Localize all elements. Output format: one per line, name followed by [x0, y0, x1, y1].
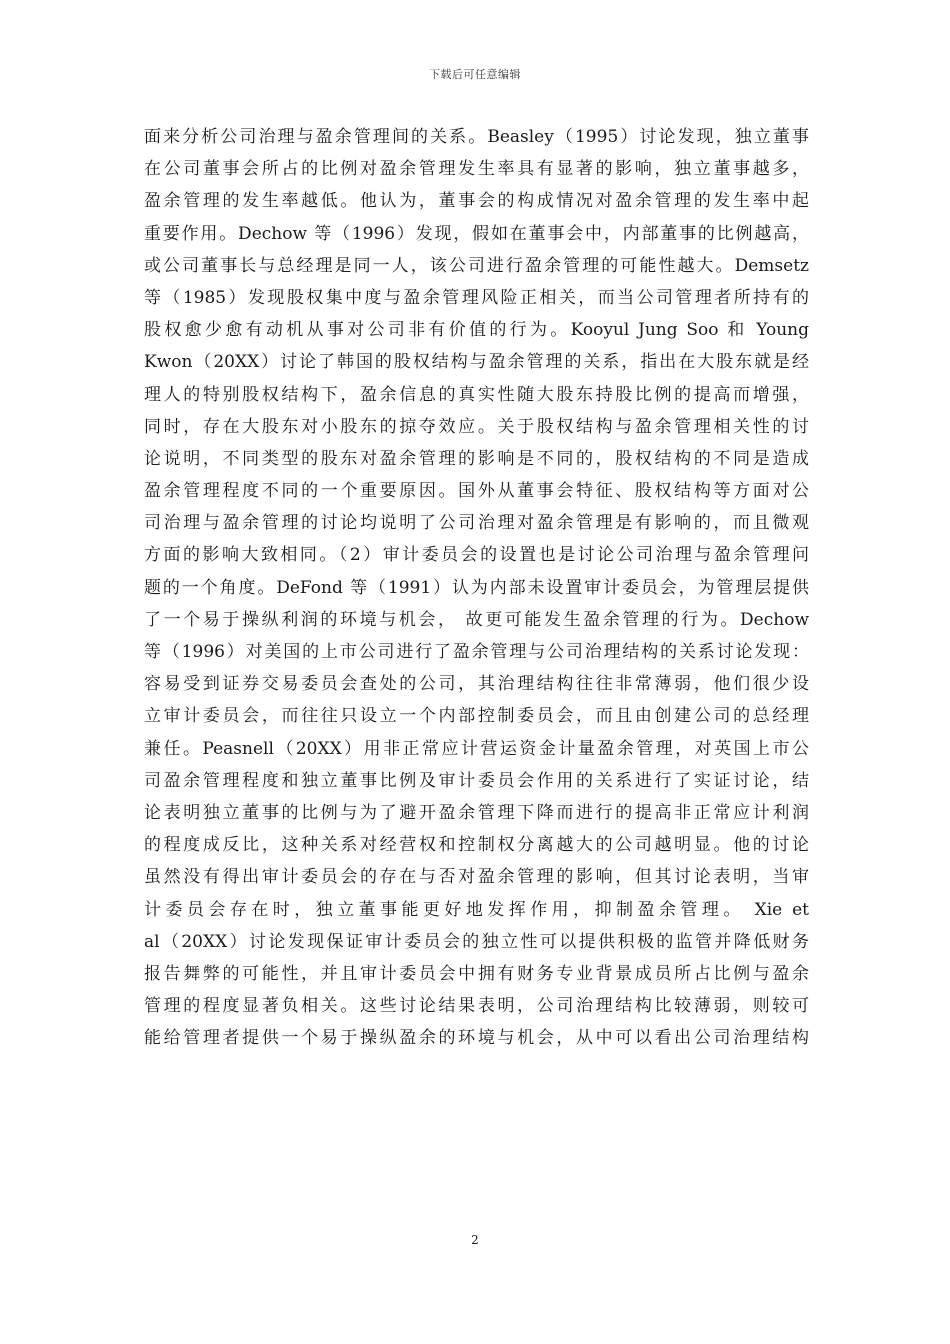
text-line: 或公司董事长与总经理是同一人，该公司进行盈余管理的可能性越大。Demsetz	[144, 255, 809, 276]
text-line: 报告舞弊的可能性，并且审计委员会中拥有财务专业背景成员所占比例与盈余	[144, 963, 809, 984]
text-line: 理人的特别股权结构下，盈余信息的真实性随大股东持股比例的提高而增强，	[144, 384, 809, 405]
page-number: 2	[471, 1233, 479, 1247]
text-line: 股权愈少愈有动机从事对公司非有价值的行为。Kooyul Jung Soo 和 Young	[144, 320, 809, 341]
text-line: 重要作用。Dechow 等（1996）发现，假如在董事会中，内部董事的比例越高，	[144, 223, 809, 244]
text-line: 司盈余管理程度和独立董事比例及审计委员会作用的关系进行了实证讨论，结	[144, 770, 809, 791]
body-text	[144, 121, 809, 1054]
text-line: 在公司董事会所占的比例对盈余管理发生率具有显著的影响，独立董事越多，	[144, 159, 809, 180]
text-line: al（20XX）讨论发现保证审计委员会的独立性可以提供积极的监管并降低财务	[144, 931, 809, 952]
text-line: 论说明，不同类型的股东对盈余管理的影响是不同的，股权结构的不同是造成	[144, 448, 809, 469]
page-header: 下载后可任意编辑	[429, 68, 521, 81]
text-line: 的程度成反比，这种关系对经营权和控制权分离越大的公司越明显。他的讨论	[144, 835, 809, 856]
text-line: Kwon（20XX）讨论了韩国的股权结构与盈余管理的关系，指出在大股东就是经	[144, 352, 809, 373]
text-line: 面来分析公司治理与盈余管理间的关系。Beasley（1995）讨论发现，独立董事	[144, 127, 809, 147]
text-line: 论表明独立董事的比例与为了避开盈余管理下降而进行的提高非正常应计利润	[144, 802, 809, 823]
text-line: 能给管理者提供一个易于操纵盈余的环境与机会，从中可以看出公司治理结构	[144, 1028, 809, 1049]
text-line: 等（1996）对美国的上市公司进行了盈余管理与公司治理结构的关系讨论发现：	[144, 642, 809, 662]
text-line: 计委员会存在时，独立董事能更好地发挥作用，抑制盈余管理。 Xie et	[144, 899, 809, 920]
text-line: 容易受到证券交易委员会查处的公司，其治理结构往往非常薄弱，他们很少设	[144, 674, 809, 695]
text-line: 盈余管理的发生率越低。他认为，董事会的构成情况对盈余管理的发生率中起	[144, 191, 809, 212]
text-line: 等（1985）发现股权集中度与盈余管理风险正相关，而当公司管理者所持有的	[144, 287, 809, 308]
text-line: 立审计委员会，而往往只设立一个内部控制委员会，而且由创建公司的总经理	[144, 706, 809, 727]
text-line: 了一个易于操纵利润的环境与机会， 故更可能发生盈余管理的行为。Dechow	[144, 609, 809, 630]
text-line: 司治理与盈余管理的讨论均说明了公司治理对盈余管理是有影响的，而且微观	[144, 513, 809, 534]
text-line: 盈余管理程度不同的一个重要原因。国外从董事会特征、股权结构等方面对公	[144, 481, 809, 502]
text-line: 虽然没有得出审计委员会的存在与否对盈余管理的影响，但其讨论表明，当审	[144, 867, 809, 888]
text-line: 兼任。Peasnell（20XX）用非正常应计营运资金计量盈余管理，对英国上市公	[144, 738, 809, 759]
text-line: 同时，存在大股东对小股东的掠夺效应。关于股权结构与盈余管理相关性的讨	[144, 416, 809, 437]
text-line: 管理的程度显著负相关。这些讨论结果表明，公司治理结构比较薄弱，则较可	[144, 996, 809, 1017]
text-line: 方面的影响大致相同。（2）审计委员会的设置也是讨论公司治理与盈余管理问	[144, 545, 809, 566]
text-line: 题的一个角度。DeFond 等（1991）认为内部未设置审计委员会，为管理层提供	[144, 577, 809, 598]
